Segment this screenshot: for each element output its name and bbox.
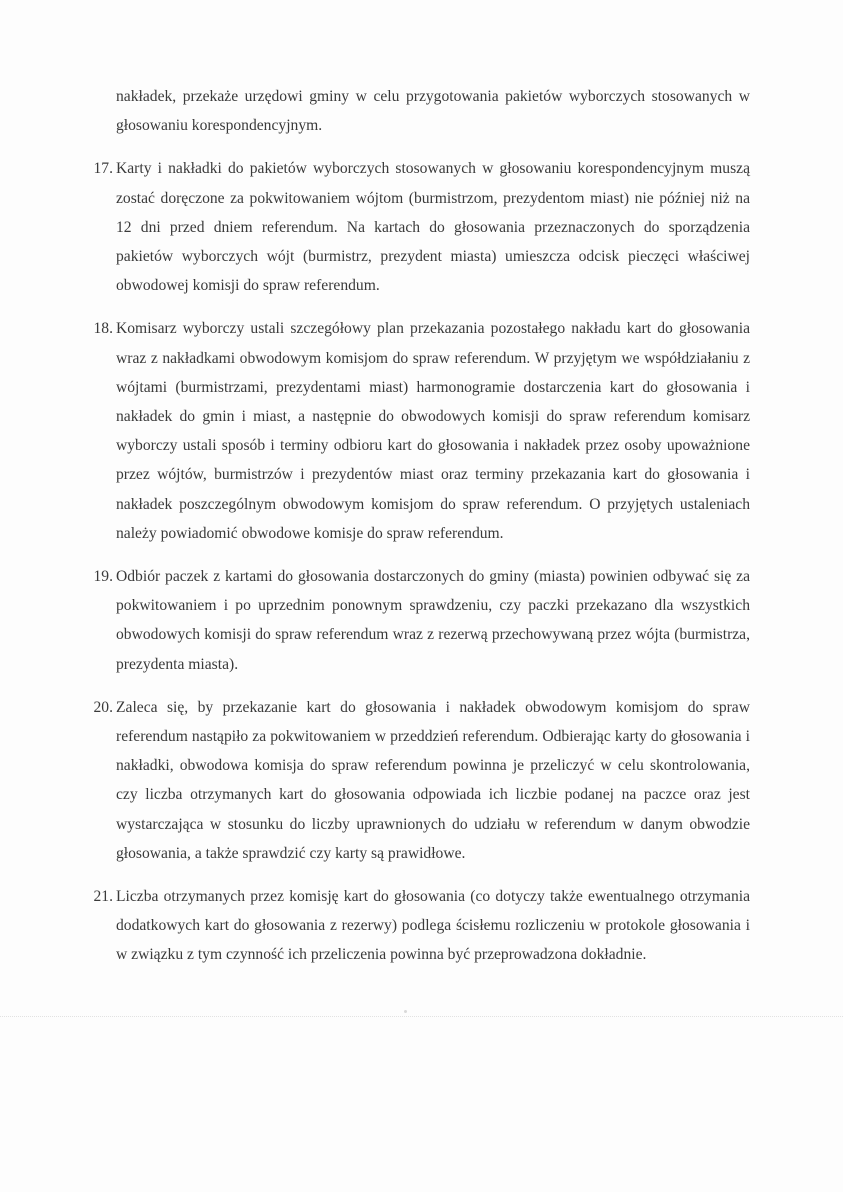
scan-speck (404, 1010, 407, 1013)
item-text: Karty i nakładki do pakietów wyborczych stosowanych w głosowaniu korespondencyjnym muszą zostać doręczone za pokwitowaniem wójtom (burmistrzom, prezydentom miast) nie później niż na 12 dni przed dniem referendum. Na kartach do głosowania przeznaczonych do sporządzenia pakietów wyborczych wójt (burmistrz, prezydent miasta) umieszcza odcisk pieczęci właściwej obwodowej komisji do spraw referendum. (116, 160, 750, 295)
document-body (93, 82, 750, 984)
item-number: 21. (93, 888, 113, 906)
item-text: Liczba otrzymanych przez komisję kart do głosowania (co dotyczy także ewentualnego otrzymania dodatkowych kart do głosowania z rezerwy) podlega ścisłemu rozliczeniu w protokole głosowania i w związku z tym czynność ich przeliczenia powinna być przeprowadzona dokładnie. (116, 888, 750, 964)
item-number: 17. (93, 160, 113, 178)
list-item (93, 154, 750, 300)
list-item (93, 314, 750, 548)
list-item (93, 693, 750, 868)
item-text: Zaleca się, by przekazanie kart do głosowania i nakładek obwodowym komisjom do spraw referendum nastąpiło za pokwitowaniem w przeddzień referendum. Odbierając karty do głosowania i nakładki, obwodowa komisja do spraw referendum powinna je przeliczyć w celu skontrolowania, czy liczba otrzymanych kart do głosowania odpowiada ich liczbie podanej na paczce oraz jest wystarczająca w stosunku do liczby uprawnionych do udziału w referendum w danym obwodzie głosowania, a także sprawdzić czy karty są prawidłowe. (116, 698, 750, 862)
item-number: 18. (93, 320, 113, 338)
list-item (93, 882, 750, 970)
item-text: Komisarz wyborczy ustali szczegółowy plan przekazania pozostałego nakładu kart do głosowania wraz z nakładkami obwodowym komisjom do spraw referendum. W przyjętym we współdziałaniu z wójtami (burmistrzami, prezydentami miast) harmonogramie dostarczenia kart do głosowania i nakładek do gmin i miast, a następnie do obwodowych komisji do spraw referendum komisarz wyborczy ustali sposób i terminy odbioru kart do głosowania i nakładek przez osoby upoważnione przez wójtów, burmistrzów i prezydentów miast oraz terminy przekazania kart do głosowania i nakładek poszczególnym obwodowym komisjom do spraw referendum. O przyjętych ustaleniach należy powiadomić obwodowe komisje do spraw referendum. (116, 320, 750, 542)
scan-fold-line (0, 1016, 843, 1017)
continuation-paragraph: nakładek, przekaże urzędowi gminy w celu przygotowania pakietów wyborczych stosowanych w głosowaniu korespondencyjnym. (116, 88, 750, 135)
item-number: 19. (93, 568, 113, 586)
list-item (93, 562, 750, 679)
item-text: Odbiór paczek z kartami do głosowania dostarczonych do gminy (miasta) powinien odbywać się za pokwitowaniem i po uprzednim ponownym sprawdzeniu, czy paczki przekazano dla wszystkich obwodowych komisji do spraw referendum wraz z rezerwą przechowywaną przez wójta (burmistrza, prezydenta miasta). (116, 568, 750, 673)
item-number: 20. (93, 698, 113, 716)
